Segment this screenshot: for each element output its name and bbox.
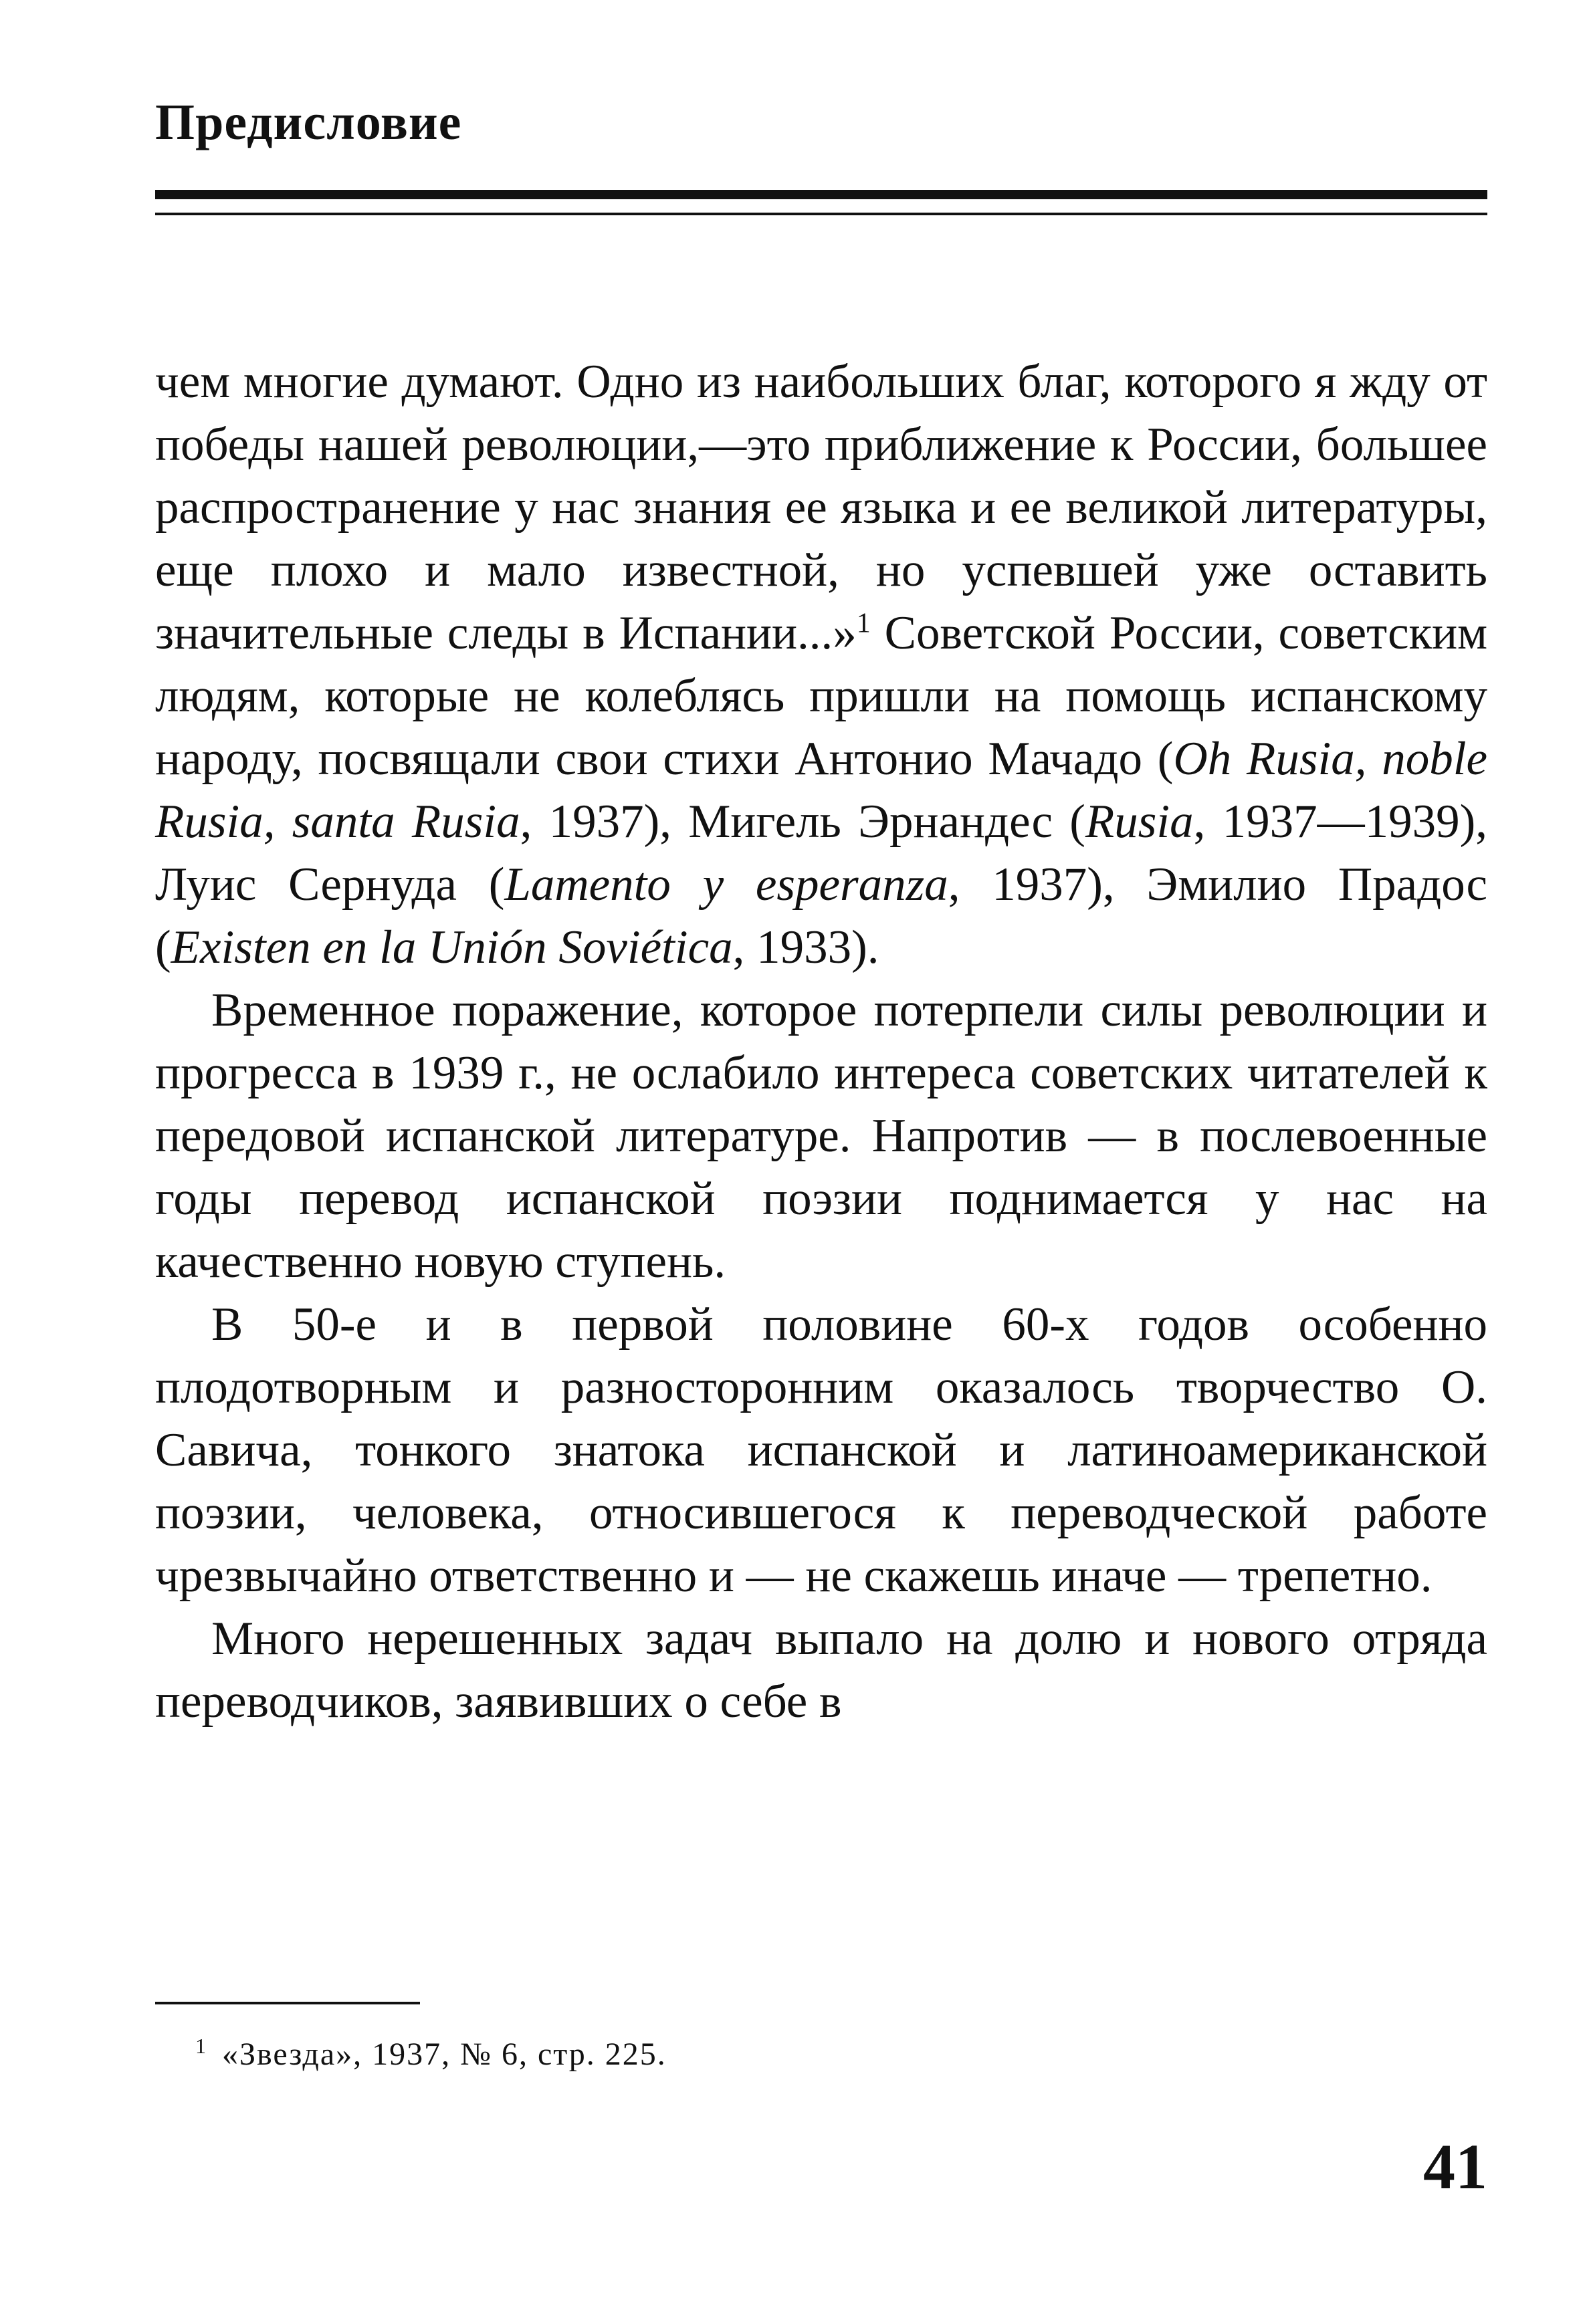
paragraph-3: В 50-е и в первой половине 60-х годов особенно плодотворным и разносторонним оказалось творчество О. Савича, тонкого знатока испанской и латиноамериканской поэзии, человека, относившегося к переводческой работе чрезвычайно ответственно и — не скажешь иначе — трепетно. (155, 1298, 1487, 1602)
footnote (195, 2031, 667, 2078)
p1-text-2: Советской России, советским людям, которые не колеблясь пришли на помощь испанскому народу, посвящали свои стихи Антонио Мачадо ( (155, 607, 1487, 785)
p1-text-1: чем многие думают. Одно из наибольших благ, которого я жду от победы нашей революции,—это приближение к России, большее распространение у нас знания ее языка и ее великой литературы, еще плохо и мало известной, но успевшей уже оставить значительные следы в Испании...» (155, 356, 1487, 659)
p1-text-3: , 1937), Мигель Эрнандес ( (520, 796, 1085, 848)
poem-title-hernandez: Rusia (1085, 796, 1194, 848)
poem-title-prados: Existen en la Unión Soviética (171, 921, 733, 973)
poem-title-machado: Oh Rusia, noble Rusia, santa Rusia (155, 733, 1487, 848)
page-number: 41 (1423, 2131, 1487, 2202)
header-rule-thick (155, 190, 1487, 199)
body-text (155, 350, 1487, 1733)
paragraph-4: Много нерешенных задач выпало на долю и нового отряда переводчиков, заявивших о себе в (155, 1613, 1487, 1728)
paragraph-2: Временное поражение, которое потерпели силы революции и прогресса в 1939 г., не ослабило интереса советских читателей к передовой испанской литературе. Напротив — в послевоенные годы перевод испанской поэзии поднимается у нас на качественно новую ступень. (155, 984, 1487, 1288)
p1-text-5: , 1937), Эмилио Прадос ( (155, 858, 1488, 973)
header-rule-thin (155, 213, 1487, 215)
running-head: Предисловие (155, 94, 462, 150)
poem-title-cernuda: Lamento y esperanza (504, 858, 948, 911)
footnote-mark: 1 (195, 2034, 207, 2058)
footnote-reference: 1 (856, 608, 871, 639)
p1-text-4: , 1937—1939), Луис Сернуда ( (155, 796, 1487, 911)
paragraph-1 (155, 350, 1487, 979)
p1-text-6: , 1933). (732, 921, 879, 973)
footnote-text: «Звезда», 1937, № 6, стр. 225. (222, 2037, 667, 2072)
footnote-rule (155, 2002, 420, 2004)
